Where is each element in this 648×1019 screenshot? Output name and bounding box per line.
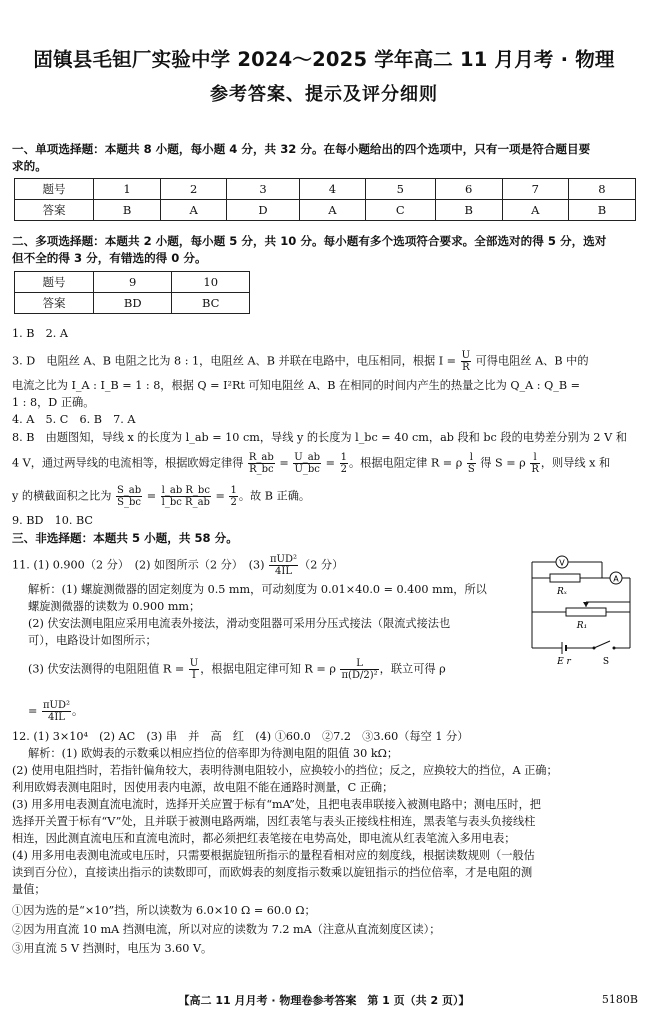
page-title: 固镇县毛钽厂实验中学 2024～2025 学年高二 11 月月考 · 物理 [33, 48, 615, 71]
table-row [15, 179, 636, 200]
table-cell: 4 [299, 179, 365, 200]
fraction [461, 350, 471, 373]
table-cell: 3 [227, 179, 300, 200]
voltmeter-label: V [559, 558, 565, 568]
answer-line-12e: (3) 用多用电表测直流电流时，选择开关应置于标有“mA”处，且把电表串联接入被测电路中；测电压时，把 [12, 798, 541, 811]
fraction [229, 485, 237, 508]
table-cell: B [435, 200, 502, 221]
answer-line-12b: 解析：(1) 欧姆表的示数乘以相应挡位的倍率即为待测电阻的阻值 30 kΩ； [28, 747, 399, 760]
answer-line-11g [28, 700, 638, 723]
fraction-den: U_bc [294, 464, 320, 475]
table-cell: 7 [502, 179, 568, 200]
fraction-num: l [530, 452, 540, 464]
fraction-num: πUD² [269, 554, 298, 565]
battery-label: E r [557, 657, 571, 666]
row-label-number: 题号 [15, 272, 94, 293]
answer-line-3b: 电流之比为 I_A : I_B = 1 : 8，根据 Q = I²Rt 可知电阻丝 A、B 在相同的时间内产生的热量之比为 Q_A : Q_B = [12, 379, 581, 392]
fraction [293, 452, 321, 475]
answer-line-3a [12, 350, 638, 373]
text: ，联立可得 ρ [379, 662, 446, 676]
text: ，则导线 x 和 [540, 456, 611, 470]
answer-line-8a: 8. B 由题图知，导线 x 的长度为 l_ab = 10 cm，导线 y 的长度为 l_bc = 40 cm，ab 段和 bc 段的电势差分别为 2 V 和 [12, 431, 627, 444]
fraction [467, 452, 476, 475]
switch-label: S [602, 657, 610, 666]
fraction-num: U [461, 350, 471, 361]
table-cell: B [94, 200, 161, 221]
ammeter-label: A [613, 574, 619, 584]
row-label-number: 题号 [15, 179, 94, 200]
section1-answer-table [14, 178, 636, 221]
table-cell: 9 [94, 272, 172, 293]
switch-contact [593, 647, 596, 650]
text: 。故 B 正确。 [238, 489, 311, 503]
table-cell: A [502, 200, 568, 221]
fraction-den: S [467, 464, 475, 475]
section2-heading [12, 233, 636, 267]
fraction-num: 1 [230, 485, 237, 496]
answer-line-12k: ①因为选的是“×10”挡，所以读数为 6.0×10 Ω = 60.0 Ω； [12, 904, 316, 917]
fraction-den: l_bc R_ab [161, 497, 210, 508]
table-cell: BC [172, 293, 250, 314]
fraction-num: U [189, 658, 199, 669]
fraction-den: I [191, 670, 196, 681]
answer-line-11f [28, 658, 524, 681]
section2-heading-line1: 二、多项选择题：本题共 2 小题，每小题 5 分，共 10 分。每小题有多个选项符合要求。全部选对的得 5 分，选对 [12, 234, 607, 248]
document-code: 5180B [601, 993, 638, 1006]
table-cell: 2 [161, 179, 227, 200]
fraction-num: R_ab [248, 452, 274, 463]
section1-heading [12, 141, 636, 175]
answer-line-12i: 读到百分位），直接读出指示的读数即可，而欧姆表的刻度指示数乘以旋钮指示的挡位倍率，才是电阻的测 [12, 866, 533, 879]
table-cell: 10 [172, 272, 250, 293]
answer-line-11c: 螺旋测微器的读数为 0.900 mm； [28, 600, 201, 613]
table-row [15, 293, 250, 314]
fraction-den: S_bc [117, 497, 141, 508]
table-cell: B [568, 200, 635, 221]
section2-heading-line2: 但不全的得 3 分，有错选的得 0 分。 [12, 251, 207, 265]
table-row [15, 272, 250, 293]
answer-line-11b: 解析：(1) 螺旋测微器的固定刻度为 0.5 mm，可动刻度为 0.01×40.0 = 0.400 mm，所以 [28, 583, 487, 596]
fraction [340, 452, 348, 475]
text: 11. (1) 0.900（2 分） (2) 如图所示（2 分） (3) [12, 558, 268, 572]
fraction-den: 4IL [275, 566, 292, 577]
answer-line-12l: ②因为用直流 10 mA 挡测电流，所以对应的读数为 7.2 mA（注意从直流刻度区读）； [12, 923, 441, 936]
table-cell: 5 [365, 179, 435, 200]
table-row [15, 200, 636, 221]
text: = [143, 489, 160, 503]
table-cell: D [227, 200, 300, 221]
fraction-num: l [467, 452, 476, 464]
fraction [161, 485, 211, 508]
answer-line-8b [12, 452, 638, 475]
table-cell: 6 [435, 179, 502, 200]
section1-heading-line2: 求的。 [12, 159, 47, 173]
rx-label: Rₓ [557, 587, 567, 597]
circuit-diagram [518, 548, 638, 666]
switch-contact [613, 647, 616, 650]
table-cell: 1 [94, 179, 161, 200]
r1-label: R₁ [576, 621, 588, 631]
table-cell: 8 [568, 179, 635, 200]
text: 。 [71, 704, 84, 718]
text: 可得电阻丝 A、B 中的 [472, 354, 589, 368]
answer-line-12a: 12. (1) 3×10⁴ (2) AC (3) 串 并 高 红 (4) ①60.0 ②7.2 ③3.60（每空 1 分） [12, 730, 469, 743]
answer-line-3c: 1 : 8，D 正确。 [12, 396, 95, 409]
fraction [269, 554, 298, 577]
text: 4 V，通过两导线的电流相等，根据欧姆定律得 [12, 456, 247, 470]
fraction [189, 658, 199, 681]
section2-answer-table [14, 271, 250, 314]
text: 得 S = ρ [476, 456, 530, 470]
fraction-den: 2 [230, 497, 237, 508]
fraction-num: πUD² [42, 700, 70, 711]
text: = [322, 456, 339, 470]
table-cell: A [299, 200, 365, 221]
fraction-num: U_ab [294, 452, 321, 463]
text: ，根据电阻定律可知 R = ρ [200, 662, 340, 676]
fraction [116, 485, 142, 508]
section3-heading: 三、非选择题：本题共 5 小题，共 58 分。 [12, 531, 238, 545]
text: = [28, 704, 41, 718]
answer-line-12j: 量值； [12, 883, 46, 896]
section1-heading-line1: 一、单项选择题：本题共 8 小题，每小题 4 分，共 32 分。在每小题给出的四个选项中，只有一项是符合题目要 [12, 142, 591, 156]
fraction-num: L [340, 658, 378, 670]
fraction-num: S_ab [116, 485, 142, 496]
text: 3. D 电阻丝 A、B 电阻之比为 8 : 1，电阻丝 A、B 并联在电路中，电压相同，根据 I = [12, 354, 460, 368]
row-label-answer: 答案 [15, 200, 94, 221]
answer-line-12c: (2) 使用电阻挡时，若指针偏角较大，表明待测电阻较小，应换较小的挡位；反之，应换较大的挡位，A 正确； [12, 764, 558, 777]
fraction-num: l_ab R_bc [161, 485, 210, 496]
answer-line-8c [12, 485, 638, 508]
answer-line-11e: 可），电路设计如图所示； [28, 634, 157, 647]
answer-line-9-10: 9. BD 10. BC [12, 514, 93, 527]
fraction-den: R_bc [249, 464, 274, 475]
text: y 的横截面积之比为 [12, 489, 115, 503]
row-label-answer: 答案 [15, 293, 94, 314]
answer-line-12m: ③用直流 5 V 挡测时，电压为 3.60 V。 [12, 942, 213, 955]
fraction [248, 452, 275, 475]
text: (3) 伏安法测得的电阻阻值 R = [28, 662, 188, 676]
fraction-den: π(D/2)² [341, 670, 378, 681]
table-cell: C [365, 200, 435, 221]
table-cell: A [161, 200, 227, 221]
page-subtitle: 参考答案、提示及评分细则 [210, 84, 438, 105]
answer-line-12d: 利用欧姆表测电阻时，因使用表内电源，故电阻不能在通路时测量，C 正确； [12, 781, 394, 794]
answer-line-11d: (2) 伏安法测电阻应采用电流表外接法，滑动变阻器可采用分压式接法（限流式接法也 [28, 617, 451, 630]
fraction [530, 452, 540, 475]
fraction-den: 2 [340, 464, 347, 475]
fraction [42, 700, 71, 723]
fraction-den: R [462, 362, 470, 373]
slider-arrow [583, 602, 589, 607]
text: = [211, 489, 229, 503]
text: （2 分） [299, 558, 344, 572]
fraction-den: 4IL [47, 712, 65, 723]
answer-line-11a [12, 554, 512, 577]
table-cell: BD [94, 293, 172, 314]
text: = [275, 456, 293, 470]
page-footer: 【高二 11 月月考 · 物理卷参考答案 第 1 页（共 2 页）】 [178, 994, 470, 1007]
fraction-den: R [531, 464, 539, 475]
answer-line-12h: (4) 用多用电表测电流或电压时，只需要根据旋钮所指示的量程看相对应的刻度线，根据读数规则（一般估 [12, 849, 535, 862]
answer-line-12f: 选择开关置于标有“V”处，且并联于被测电路两端，因红表笔与表头正接线柱相连，黑表笔与表头负接线柱 [12, 815, 536, 828]
answer-line-1-2: 1. B 2. A [12, 327, 68, 340]
fraction [340, 658, 378, 681]
text: 。根据电阻定律 R = ρ [348, 456, 466, 470]
answer-line-12g: 相连，因此测直流电压和直流电流时，都必须把红表笔接在电势高处，即电流从红表笔流入多用电表； [12, 832, 516, 845]
answer-line-4-7: 4. A 5. C 6. B 7. A [12, 413, 136, 426]
fraction-num: 1 [340, 452, 347, 463]
